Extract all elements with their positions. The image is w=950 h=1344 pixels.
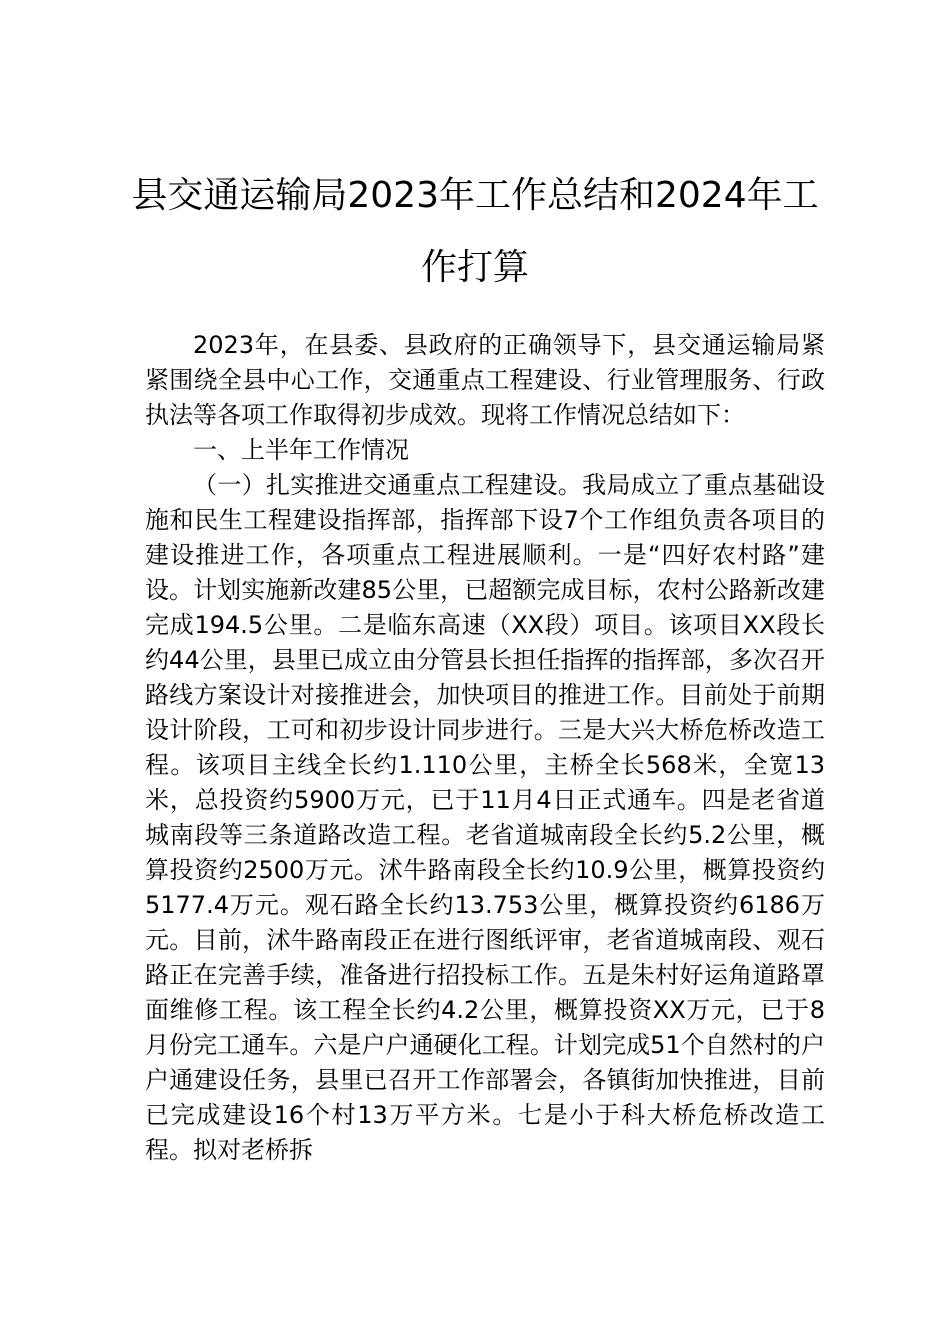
title-line-1: 县交通运输局2023年工作总结和2024年工: [131, 175, 819, 216]
document-body: [145, 328, 825, 1168]
body-paragraph: （一）扎实推进交通重点工程建设。我局成立了重点基础设施和民生工程建设指挥部，指挥部下设7个工作组负责各项目的建设推进工作，各项重点工程进展顺利。一是“四好农村路”建设。计划实施新改建85公里，已超额完成目标，农村公路新改建完成194.5公里。二是临东高速（XX段）项目。该项目XX段长约44公里，县里已成立由分管县长担任指挥的指挥部，多次召开路线方案设计对接推进会，加快项目的推进工作。目前处于前期设计阶段，工可和初步设计同步进行。三是大兴大桥危桥改造工程。该项目主线全长约1.110公里，主桥全长568米，全宽13米，总投资约5900万元，已于11月4日正式通车。四是老省道城南段等三条道路改造工程。老省道城南段全长约5.2公里，概算投资约2500万元。沭牛路南段全长约10.9公里，概算投资约5177.4万元。观石路全长约13.753公里，概算投资约6186万元。目前，沭牛路南段正在进行图纸评审，老省道城南段、观石路正在完善手续，准备进行招投标工作。五是朱村好运角道路罩面维修工程。该工程全长约4.2公里，概算投资XX万元，已于8月份完工通车。六是户户通硬化工程。计划完成51个自然村的户户通建设任务，县里已召开工作部署会，各镇街加快推进，目前已完成建设16个村13万平方米。七是小于科大桥危桥改造工程。拟对老桥拆: [145, 471, 825, 1164]
title-line-2: 作打算: [420, 247, 529, 288]
section-heading: 一、上半年工作情况: [193, 436, 409, 464]
intro-paragraph: 2023年，在县委、县政府的正确领导下，县交通运输局紧紧围绕全县中心工作，交通重点工程建设、行业管理服务、行政执法等各项工作取得初步成效。现将工作情况总结如下：: [145, 331, 825, 429]
document-title: [130, 160, 820, 304]
